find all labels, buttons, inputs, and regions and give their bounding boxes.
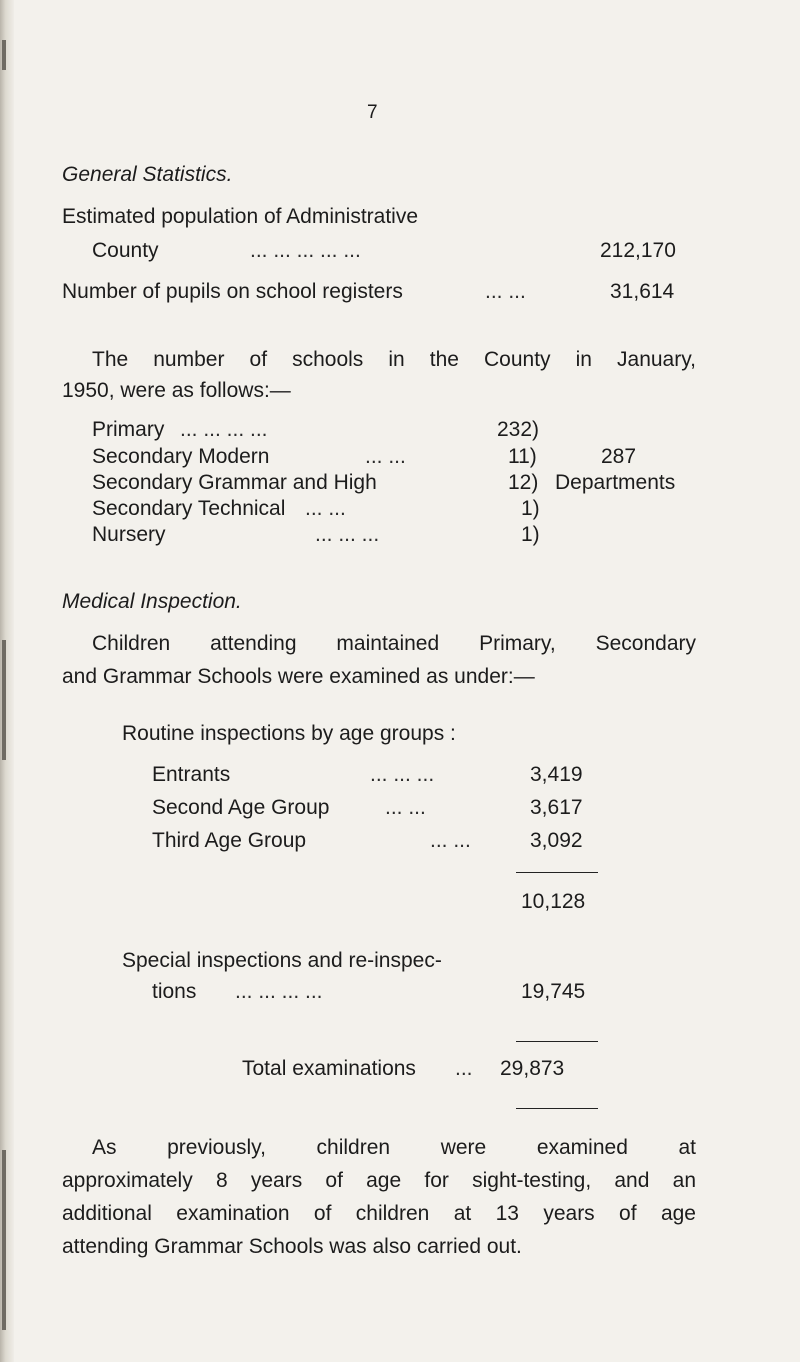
routine-row-label: Second Age Group [152,796,330,819]
routine-total: 10,128 [521,890,586,913]
closing-line3: additional examination of children at 13 years of age [62,1202,696,1225]
school-row-label: Secondary Modern [92,445,270,468]
school-row-leader: ... ... [365,445,406,468]
routine-row-label: Entrants [152,763,231,786]
closing-line1: As previously, children were examined at [92,1136,696,1159]
general-statistics-heading: General Statistics. [62,163,233,186]
closing-line2: approximately 8 years of age for sight-testing, and an [62,1169,696,1192]
routine-row-leader: ... ... [385,796,426,819]
routine-row-value: 3,419 [530,763,583,786]
departments-total: 287 [601,445,637,468]
total-examinations-value: 29,873 [500,1057,565,1080]
school-row-label: Secondary Technical [92,497,286,520]
closing-line4: attending Grammar Schools was also carried out. [62,1235,522,1258]
school-row-value: 232) [497,418,540,441]
school-row-value: 11) [508,445,537,468]
pupils-value: 31,614 [610,280,675,303]
special-inspections-leader: ... ... ... ... [235,980,323,1003]
routine-row-leader: ... ... [430,829,471,852]
schools-intro-line1: The number of schools in the County in January, [92,348,696,371]
routine-row-label: Third Age Group [152,829,307,852]
school-row-leader: ... ... ... ... [180,418,268,441]
school-row-label: Nursery [92,523,166,546]
spine-mark [2,1150,6,1330]
total-rule-top [516,1041,598,1042]
routine-row-value: 3,092 [530,829,583,852]
school-row-leader: ... ... [305,497,346,520]
school-row-label: Secondary Grammar and High [92,471,377,494]
medical-inspection-heading: Medical Inspection. [62,590,242,613]
pupils-label: Number of pupils on school registers [62,280,403,303]
special-inspections-label: Special inspections and re-inspec- [122,949,442,972]
special-inspections-label-cont: tions [152,980,197,1003]
total-examinations-label: Total examinations [242,1057,416,1080]
population-leader: ... ... ... ... ... [250,239,361,262]
school-row-label: Primary [92,418,165,441]
page-number: 7 [367,102,378,123]
medical-intro-line2: and Grammar Schools were examined as under:— [62,665,535,688]
total-rule-bottom [516,1108,598,1109]
spine-mark [2,640,6,760]
routine-subtotal-rule [516,872,598,873]
school-row-value: 12) [508,471,539,494]
page-spine-shadow [0,0,14,1362]
school-row-value: 1) [521,497,540,520]
medical-intro-line1: Children attending maintained Primary, Secondary [92,632,696,655]
spine-mark [2,40,6,70]
school-row-value: 1) [521,523,540,546]
departments-label: Departments [555,471,676,494]
population-value: 212,170 [600,239,676,262]
special-inspections-value: 19,745 [521,980,586,1003]
total-examinations-leader: ... [455,1057,473,1080]
pupils-leader: ... ... [485,280,526,303]
schools-intro-line2: 1950, were as follows:— [62,379,291,402]
population-label: Estimated population of Administrative [62,205,419,228]
routine-row-leader: ... ... ... [370,763,435,786]
population-label-cont: County [92,239,159,262]
routine-heading: Routine inspections by age groups : [122,722,456,745]
routine-row-value: 3,617 [530,796,583,819]
school-row-leader: ... ... ... [315,523,380,546]
